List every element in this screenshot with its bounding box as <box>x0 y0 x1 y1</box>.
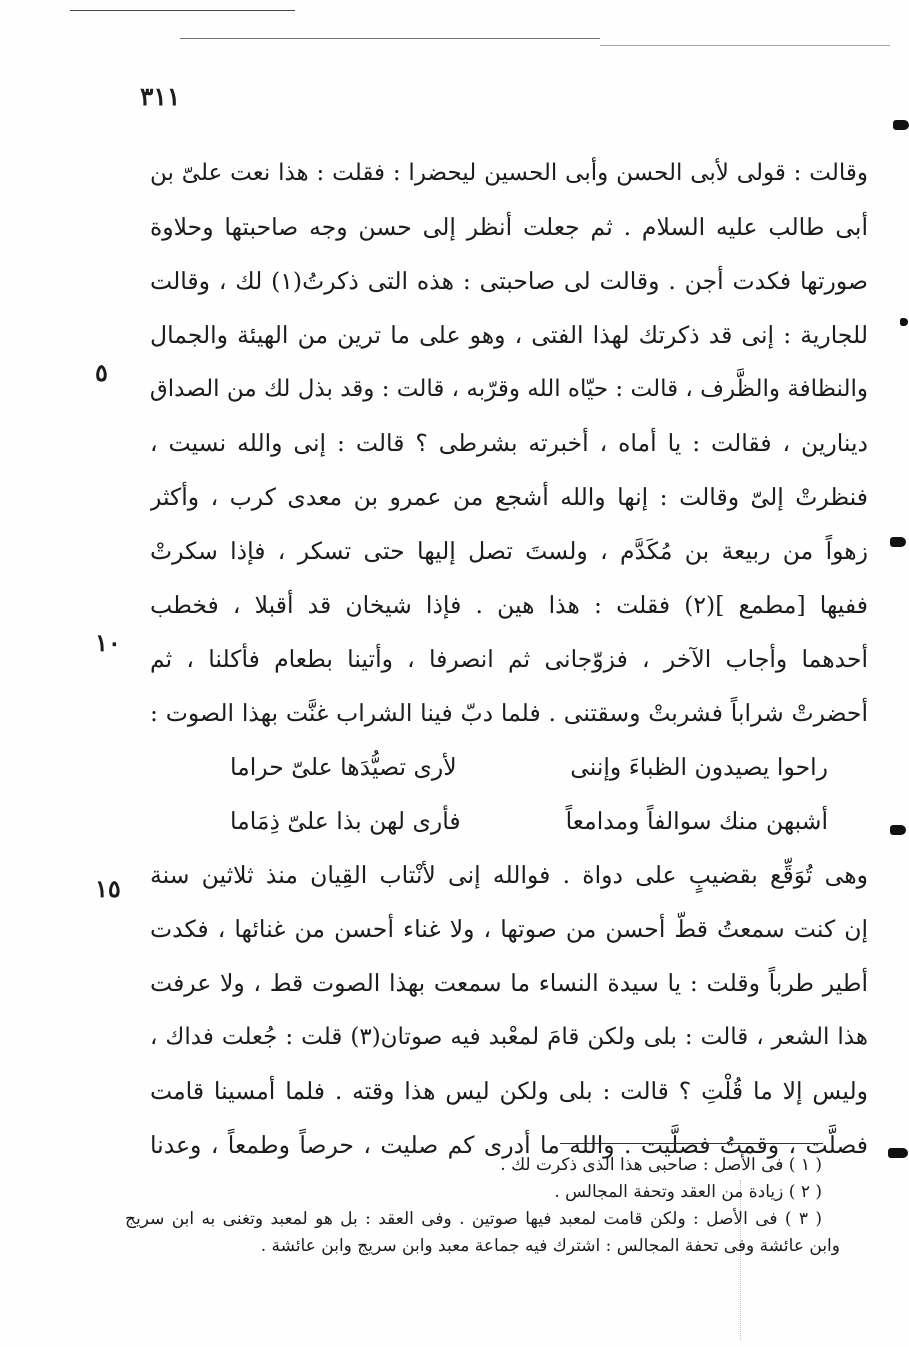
footnotes <box>125 1152 840 1260</box>
footnote-divider <box>560 1143 823 1144</box>
verse-hemistich-second: لأرى تصيُّدَها علىّ حراما <box>230 753 457 781</box>
binding-mark <box>890 537 906 547</box>
footnote-1: ( ١ ) فى الأصل : صاحبى هذا الذى ذكرت لك . <box>500 1155 822 1175</box>
binding-mark <box>890 825 906 835</box>
line-number-10: ١٠ <box>95 628 121 657</box>
text-line: وقالت : قولى لأبى الحسن وأبى الحسين ليحضرا : فقلت : هذا نعت علىّ بن <box>150 160 868 186</box>
binding-mark <box>900 318 908 326</box>
footnote-3: ( ٣ ) فى الأصل : ولكن قامت لمعبد فيها صوتين . وفى العقد : بل هو لمعبد وتغنى به ابن سريج <box>125 1209 822 1229</box>
text-line: أبى طالب عليه السلام . ثم جعلت أنظر إلى حسن وجه صاحبتها وحلاوة <box>150 213 868 241</box>
text-line: وهى تُوَقِّع بقضيبٍ على دواة . فوالله إنى لأنْتاب القِيان منذ ثلاثين سنة <box>150 861 868 889</box>
text-line: فنظرتْ إلىّ وقالت : إنها والله أشجع من عمرو بن معدى كرب ، وأكثر <box>150 483 868 511</box>
top-rule <box>70 10 295 11</box>
verse-line <box>150 740 868 794</box>
verse-hemistich-second: فأرى لهن بذا علىّ ذِمَاما <box>230 807 461 835</box>
verse-line <box>150 794 868 848</box>
top-rule-faint <box>600 45 890 46</box>
text-line: أطير طرباً وقلت : يا سيدة النساء ما سمعت بهذا الصوت قط ، ولا عرفت <box>150 969 868 997</box>
binding-mark <box>888 1148 908 1158</box>
text-line: دينارين ، فقالت : يا أماه ، أخبرته بشرطى ؟ قالت : إنى والله نسيت ، <box>150 429 868 457</box>
binding-mark <box>893 120 909 130</box>
footnote-3-continuation: وابن عائشة وفى تحفة المجالس : اشترك فيه جماعة معبد وابن سريج وابن عائشة . <box>260 1236 840 1256</box>
text-line: للجارية : إنى قد ذكرتك لهذا الفتى ، وهو على ما ترين من الهيئة والجمال <box>150 321 868 349</box>
text-line: فصلَّت ، وقمتُ فصلَّيت . والله ما أدرى كم صليت ، حرصاً وطمعاً ، وعدنا <box>150 1131 868 1159</box>
text-line: وليس إلا ما قُلْتِ ؟ قالت : بلى ولكن ليس هذا وقته . فلما أمسينا قامت <box>150 1077 868 1105</box>
line-number-15: ١٥ <box>95 874 121 903</box>
text-line: هذا الشعر ، قالت : بلى ولكن قامَ لمعْبد فيه صوتان(٣) قلت : جُعلت فداك ، <box>150 1024 868 1050</box>
text-line: والنظافة والظَّرف ، قالت : حيّاه الله وقرّبه ، قالت : وقد بذل لك من الصداق <box>150 376 868 402</box>
page-number: ٣١١ <box>140 82 181 111</box>
text-line: صورتها فكدت أجن . وقالت لى صاحبتى : هذه التى ذكرتُ(١) لك ، وقالت <box>150 267 868 295</box>
body-text <box>150 146 868 1172</box>
text-line: زهواً من ربيعة بن مُكَدَّم ، ولستَ تصل إليها حتى تسكر ، فإذا سكرتْ <box>150 537 868 565</box>
text-line: أحضرتْ شراباً فشربتْ وسقتنى . فلما دبّ فينا الشراب غنَّت بهذا الصوت : <box>150 699 868 727</box>
line-number-5: ٥ <box>95 358 108 387</box>
text-line: أحدهما وأجاب الآخر ، فزوّجانى ثم انصرفا ، وأتينا بطعام فأكلنا ، ثم <box>150 645 868 673</box>
text-line: ففيها [مطمع ](٢) فقلت : هذا هين . فإذا شيخان قد أقبلا ، فخطب <box>150 591 868 619</box>
verse-hemistich-first: أشبهن منك سوالفاً ومدامعاً <box>565 807 828 835</box>
text-line: إن كنت سمعتُ قطّ أحسن من صوتها ، ولا غناء أحسن من غنائها ، فكدت <box>150 915 868 943</box>
verse-hemistich-first: راحوا يصيدون الظباءَ وإننى <box>570 753 828 781</box>
top-rule-thin <box>180 38 600 39</box>
footnote-2: ( ٢ ) زيادة من العقد وتحفة المجالس . <box>554 1182 822 1202</box>
